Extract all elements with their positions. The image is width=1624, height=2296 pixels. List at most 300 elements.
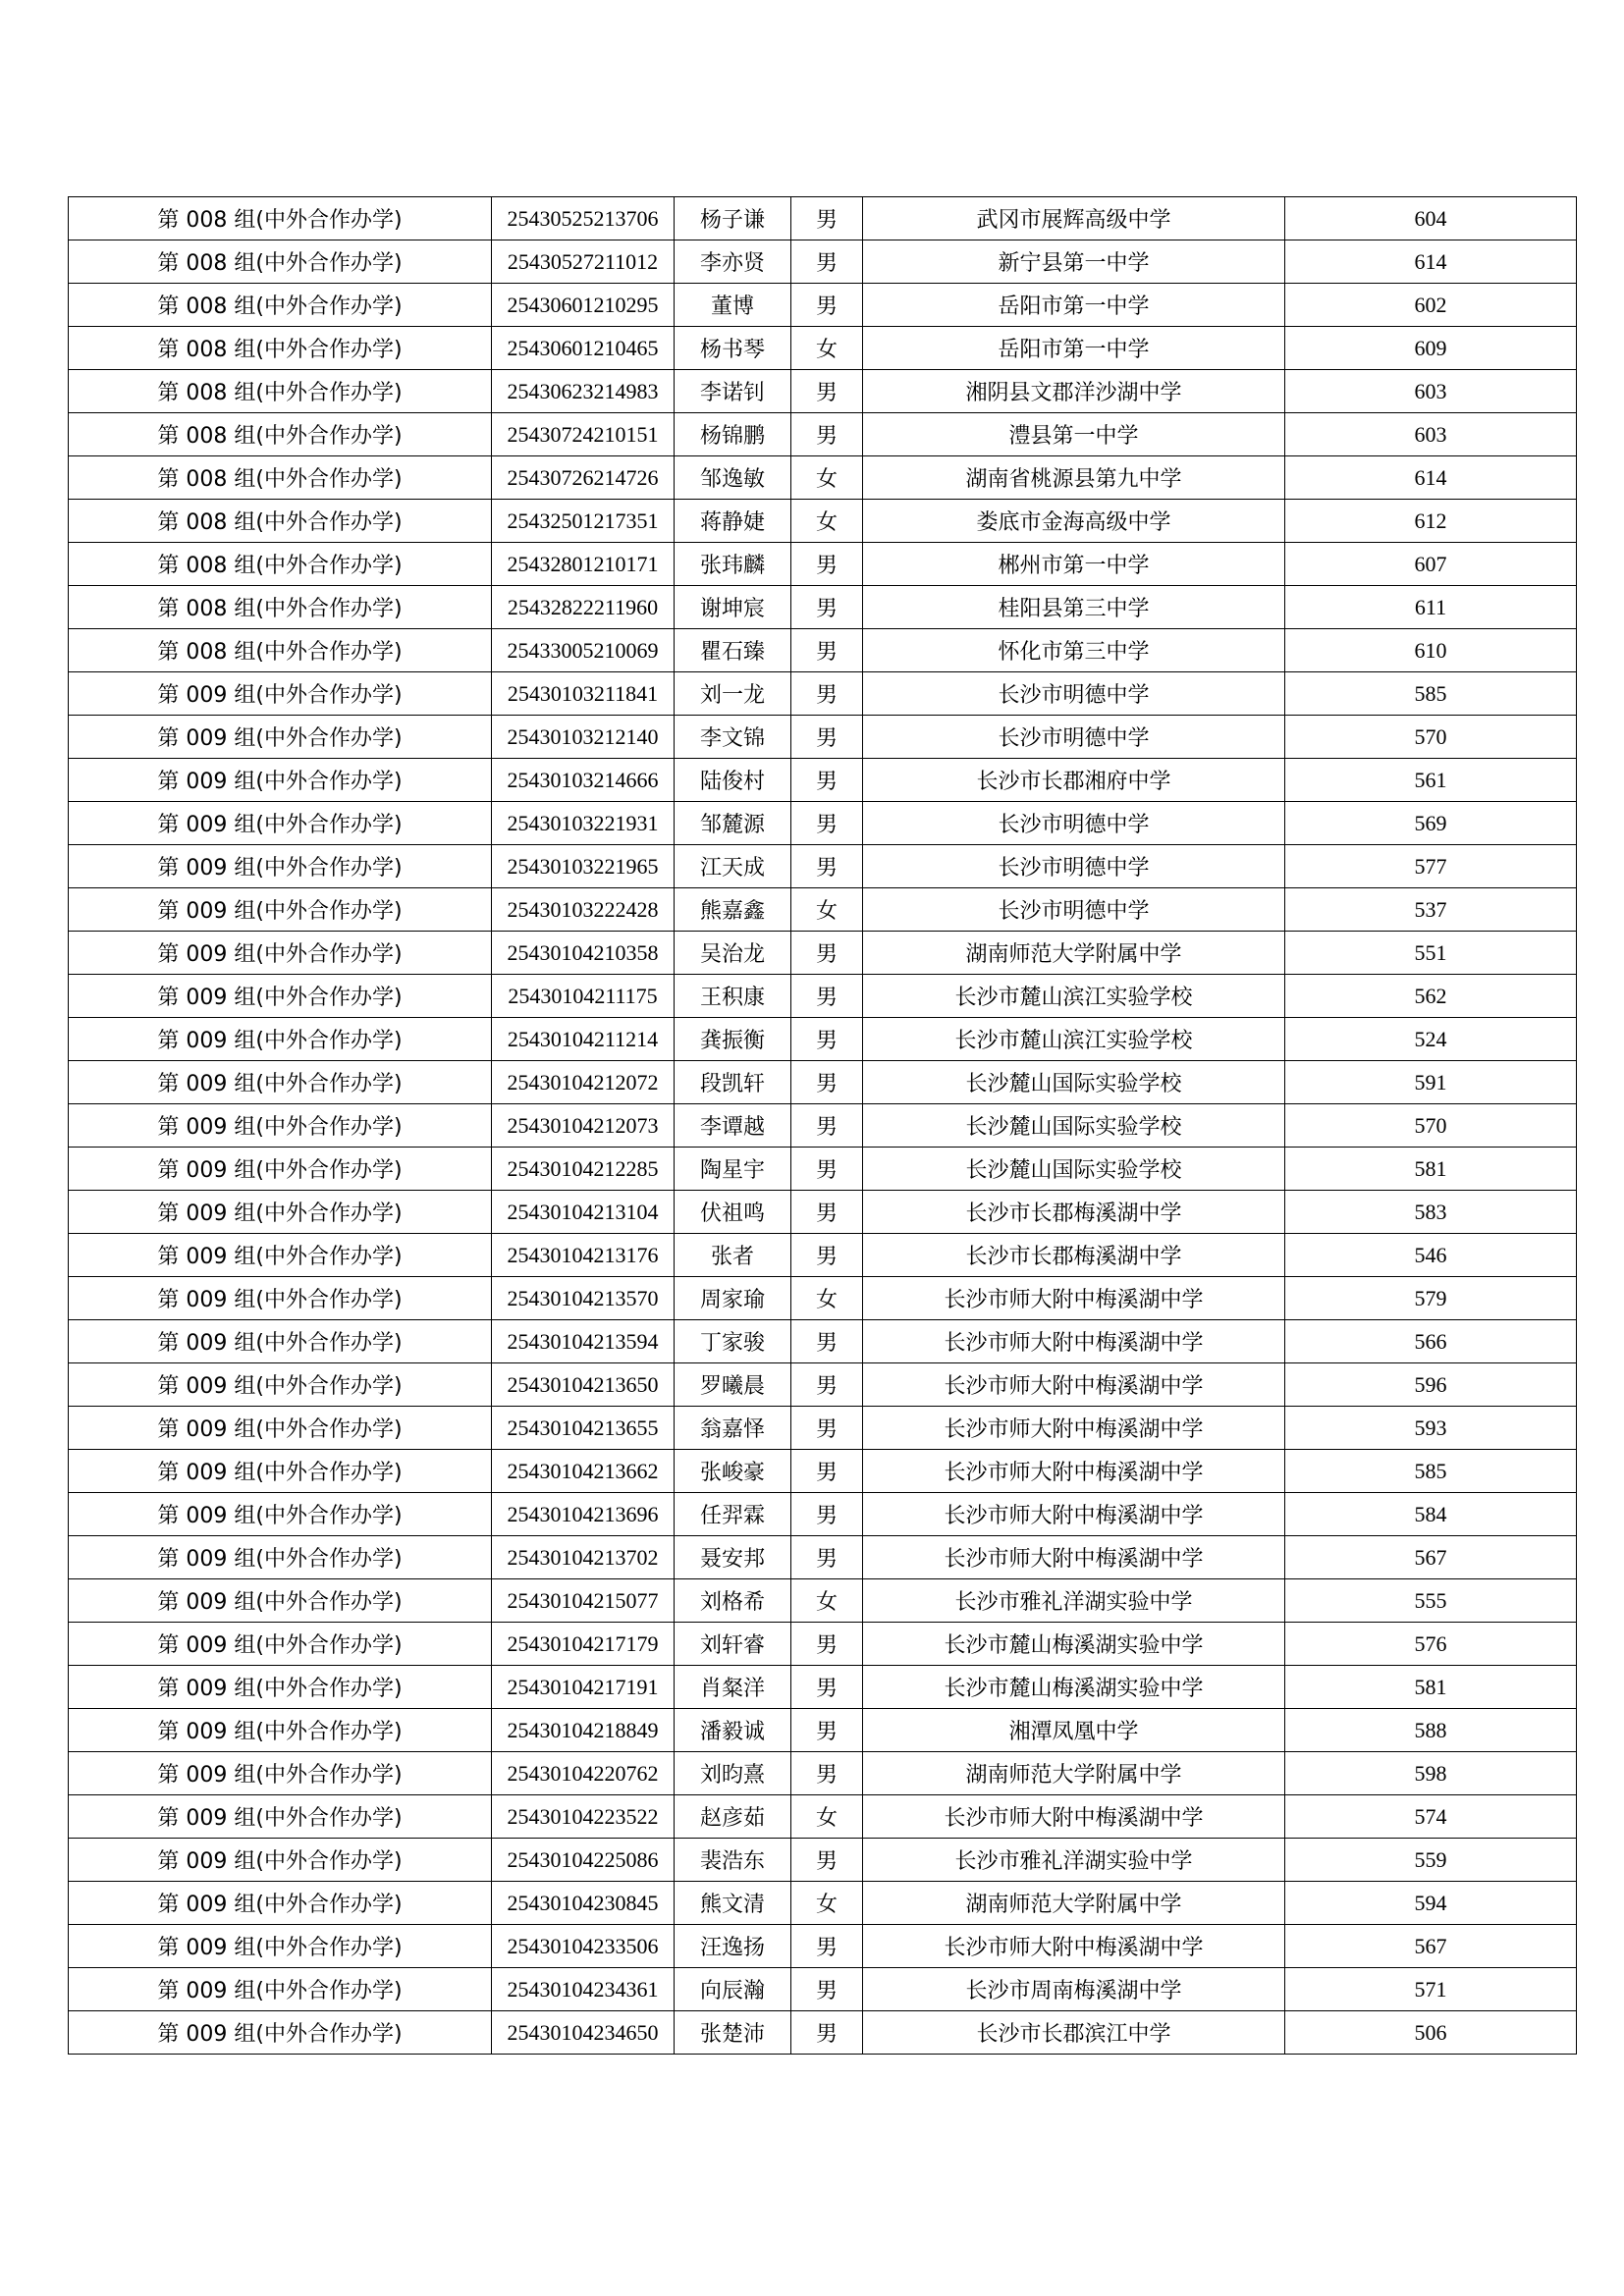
table-row (69, 1752, 1577, 1795)
student-name-cell: 张玮麟 (675, 543, 791, 586)
school-cell: 长沙市长郡梅溪湖中学 (863, 1191, 1285, 1234)
table-row (69, 1882, 1577, 1925)
school-cell: 桂阳县第三中学 (863, 586, 1285, 629)
student-name-cell: 熊文清 (675, 1882, 791, 1925)
group-cell: 第 008 组(中外合作办学) (69, 327, 492, 370)
score-cell: 594 (1285, 1882, 1577, 1925)
candidate-id-cell: 25430601210295 (492, 284, 675, 327)
group-cell: 第 009 组(中外合作办学) (69, 1493, 492, 1536)
student-name-cell: 李文锦 (675, 716, 791, 759)
group-cell: 第 008 组(中外合作办学) (69, 456, 492, 500)
student-name-cell: 龚振衡 (675, 1018, 791, 1061)
group-cell: 第 009 组(中外合作办学) (69, 1623, 492, 1666)
score-cell: 566 (1285, 1320, 1577, 1363)
table-row (69, 1407, 1577, 1450)
candidate-id-cell: 25430104213594 (492, 1320, 675, 1363)
score-cell: 570 (1285, 716, 1577, 759)
table-row (69, 1795, 1577, 1839)
student-name-cell: 吴治龙 (675, 932, 791, 975)
score-cell: 506 (1285, 2011, 1577, 2055)
group-cell: 第 009 组(中外合作办学) (69, 1320, 492, 1363)
candidate-id-cell: 25432501217351 (492, 500, 675, 543)
group-cell: 第 009 组(中外合作办学) (69, 759, 492, 802)
gender-cell: 女 (791, 456, 863, 500)
candidate-id-cell: 25430104213655 (492, 1407, 675, 1450)
table-row (69, 586, 1577, 629)
school-cell: 武冈市展辉高级中学 (863, 197, 1285, 240)
student-name-cell: 杨书琴 (675, 327, 791, 370)
group-cell: 第 008 组(中外合作办学) (69, 586, 492, 629)
score-cell: 577 (1285, 845, 1577, 888)
table-row (69, 413, 1577, 456)
group-cell: 第 009 组(中外合作办学) (69, 1925, 492, 1968)
score-cell: 570 (1285, 1104, 1577, 1148)
candidate-id-cell: 25430104218849 (492, 1709, 675, 1752)
school-cell: 娄底市金海高级中学 (863, 500, 1285, 543)
group-cell: 第 009 组(中外合作办学) (69, 1148, 492, 1191)
candidate-id-cell: 25430104213104 (492, 1191, 675, 1234)
candidate-id-cell: 25430525213706 (492, 197, 675, 240)
school-cell: 长沙市师大附中梅溪湖中学 (863, 1277, 1285, 1320)
student-name-cell: 江天成 (675, 845, 791, 888)
table-row (69, 975, 1577, 1018)
candidate-id-cell: 25433005210069 (492, 629, 675, 672)
group-cell: 第 009 组(中外合作办学) (69, 1795, 492, 1839)
student-name-cell: 李亦贤 (675, 240, 791, 284)
candidate-id-cell: 25430104213696 (492, 1493, 675, 1536)
gender-cell: 男 (791, 413, 863, 456)
table-row (69, 240, 1577, 284)
gender-cell: 男 (791, 672, 863, 716)
table-row (69, 1623, 1577, 1666)
table-row (69, 1061, 1577, 1104)
gender-cell: 男 (791, 1363, 863, 1407)
score-cell: 583 (1285, 1191, 1577, 1234)
group-cell: 第 009 组(中外合作办学) (69, 1407, 492, 1450)
candidate-id-cell: 25430104217191 (492, 1666, 675, 1709)
score-cell: 591 (1285, 1061, 1577, 1104)
school-cell: 长沙市师大附中梅溪湖中学 (863, 1925, 1285, 1968)
student-name-cell: 翁嘉怿 (675, 1407, 791, 1450)
candidate-id-cell: 25432822211960 (492, 586, 675, 629)
group-cell: 第 009 组(中外合作办学) (69, 1752, 492, 1795)
school-cell: 湖南师范大学附属中学 (863, 932, 1285, 975)
score-cell: 576 (1285, 1623, 1577, 1666)
score-cell: 603 (1285, 413, 1577, 456)
candidate-id-cell: 25430104213570 (492, 1277, 675, 1320)
candidate-id-cell: 25432801210171 (492, 543, 675, 586)
candidate-id-cell: 25430104217179 (492, 1623, 675, 1666)
student-name-cell: 邹麓源 (675, 802, 791, 845)
school-cell: 长沙市明德中学 (863, 716, 1285, 759)
gender-cell: 男 (791, 1925, 863, 1968)
candidate-id-cell: 25430104225086 (492, 1839, 675, 1882)
gender-cell: 男 (791, 975, 863, 1018)
school-cell: 长沙市麓山梅溪湖实验中学 (863, 1666, 1285, 1709)
student-name-cell: 王积康 (675, 975, 791, 1018)
table-row (69, 1234, 1577, 1277)
gender-cell: 女 (791, 1277, 863, 1320)
student-name-cell: 熊嘉鑫 (675, 888, 791, 932)
score-cell: 610 (1285, 629, 1577, 672)
school-cell: 长沙麓山国际实验学校 (863, 1104, 1285, 1148)
student-name-cell: 赵彦茹 (675, 1795, 791, 1839)
student-name-cell: 李谭越 (675, 1104, 791, 1148)
school-cell: 长沙市麓山梅溪湖实验中学 (863, 1623, 1285, 1666)
candidate-id-cell: 25430724210151 (492, 413, 675, 456)
student-name-cell: 谢坤宸 (675, 586, 791, 629)
table-row (69, 1493, 1577, 1536)
gender-cell: 男 (791, 586, 863, 629)
student-name-cell: 瞿石臻 (675, 629, 791, 672)
gender-cell: 男 (791, 1148, 863, 1191)
student-name-cell: 陶星宇 (675, 1148, 791, 1191)
school-cell: 新宁县第一中学 (863, 240, 1285, 284)
student-name-cell: 刘一龙 (675, 672, 791, 716)
student-name-cell: 杨子谦 (675, 197, 791, 240)
table-row (69, 1320, 1577, 1363)
score-cell: 604 (1285, 197, 1577, 240)
gender-cell: 女 (791, 1579, 863, 1623)
candidate-id-cell: 25430104215077 (492, 1579, 675, 1623)
candidate-id-cell: 25430623214983 (492, 370, 675, 413)
score-cell: 593 (1285, 1407, 1577, 1450)
candidate-id-cell: 25430103222428 (492, 888, 675, 932)
table-row (69, 1277, 1577, 1320)
gender-cell: 男 (791, 1320, 863, 1363)
table-row (69, 370, 1577, 413)
school-cell: 长沙市师大附中梅溪湖中学 (863, 1493, 1285, 1536)
candidate-id-cell: 25430104233506 (492, 1925, 675, 1968)
candidate-id-cell: 25430104213650 (492, 1363, 675, 1407)
school-cell: 长沙市长郡湘府中学 (863, 759, 1285, 802)
candidate-id-cell: 25430104220762 (492, 1752, 675, 1795)
score-cell: 559 (1285, 1839, 1577, 1882)
gender-cell: 男 (791, 240, 863, 284)
student-name-cell: 李诺钊 (675, 370, 791, 413)
gender-cell: 男 (791, 1623, 863, 1666)
candidate-id-cell: 25430103221965 (492, 845, 675, 888)
school-cell: 长沙市明德中学 (863, 888, 1285, 932)
candidate-id-cell: 25430104213662 (492, 1450, 675, 1493)
table-row (69, 1579, 1577, 1623)
candidate-id-cell: 25430104234361 (492, 1968, 675, 2011)
school-cell: 长沙麓山国际实验学校 (863, 1148, 1285, 1191)
school-cell: 长沙市雅礼洋湖实验中学 (863, 1839, 1285, 1882)
school-cell: 湘阴县文郡洋沙湖中学 (863, 370, 1285, 413)
score-cell: 561 (1285, 759, 1577, 802)
score-cell: 584 (1285, 1493, 1577, 1536)
score-cell: 579 (1285, 1277, 1577, 1320)
score-cell: 581 (1285, 1148, 1577, 1191)
gender-cell: 男 (791, 1968, 863, 2011)
candidate-id-cell: 25430726214726 (492, 456, 675, 500)
group-cell: 第 008 组(中外合作办学) (69, 197, 492, 240)
table-row (69, 845, 1577, 888)
group-cell: 第 009 组(中外合作办学) (69, 845, 492, 888)
table-row (69, 629, 1577, 672)
gender-cell: 男 (791, 197, 863, 240)
table-row (69, 1968, 1577, 2011)
table-row (69, 1191, 1577, 1234)
table-row (69, 1839, 1577, 1882)
student-name-cell: 刘轩睿 (675, 1623, 791, 1666)
table-row (69, 456, 1577, 500)
gender-cell: 女 (791, 327, 863, 370)
score-cell: 574 (1285, 1795, 1577, 1839)
gender-cell: 男 (791, 1450, 863, 1493)
score-cell: 567 (1285, 1536, 1577, 1579)
group-cell: 第 009 组(中外合作办学) (69, 1363, 492, 1407)
score-cell: 609 (1285, 327, 1577, 370)
table-row (69, 1018, 1577, 1061)
student-name-cell: 任羿霖 (675, 1493, 791, 1536)
candidate-id-cell: 25430104210358 (492, 932, 675, 975)
candidate-id-cell: 25430104212285 (492, 1148, 675, 1191)
school-cell: 湖南省桃源县第九中学 (863, 456, 1285, 500)
school-cell: 长沙市麓山滨江实验学校 (863, 975, 1285, 1018)
table-row (69, 2011, 1577, 2055)
school-cell: 长沙市师大附中梅溪湖中学 (863, 1407, 1285, 1450)
score-cell: 581 (1285, 1666, 1577, 1709)
candidate-id-cell: 25430104212072 (492, 1061, 675, 1104)
student-name-cell: 肖粲洋 (675, 1666, 791, 1709)
student-name-cell: 张楚沛 (675, 2011, 791, 2055)
gender-cell: 男 (791, 1666, 863, 1709)
table-row (69, 1148, 1577, 1191)
gender-cell: 男 (791, 1407, 863, 1450)
group-cell: 第 009 组(中外合作办学) (69, 975, 492, 1018)
table-row (69, 197, 1577, 240)
gender-cell: 女 (791, 1882, 863, 1925)
group-cell: 第 009 组(中外合作办学) (69, 1839, 492, 1882)
table-row (69, 500, 1577, 543)
table-row (69, 802, 1577, 845)
score-cell: 537 (1285, 888, 1577, 932)
school-cell: 长沙麓山国际实验学校 (863, 1061, 1285, 1104)
group-cell: 第 008 组(中外合作办学) (69, 284, 492, 327)
student-name-cell: 邹逸敏 (675, 456, 791, 500)
group-cell: 第 009 组(中外合作办学) (69, 1191, 492, 1234)
group-cell: 第 008 组(中外合作办学) (69, 413, 492, 456)
student-name-cell: 丁家骏 (675, 1320, 791, 1363)
gender-cell: 男 (791, 543, 863, 586)
score-cell: 546 (1285, 1234, 1577, 1277)
table-row (69, 327, 1577, 370)
school-cell: 长沙市师大附中梅溪湖中学 (863, 1363, 1285, 1407)
table-row (69, 284, 1577, 327)
group-cell: 第 009 组(中外合作办学) (69, 1018, 492, 1061)
gender-cell: 男 (791, 2011, 863, 2055)
group-cell: 第 009 组(中外合作办学) (69, 888, 492, 932)
results-table-body (69, 197, 1577, 2055)
score-cell: 607 (1285, 543, 1577, 586)
candidate-id-cell: 25430104234650 (492, 2011, 675, 2055)
gender-cell: 男 (791, 1839, 863, 1882)
student-name-cell: 张者 (675, 1234, 791, 1277)
group-cell: 第 008 组(中外合作办学) (69, 370, 492, 413)
table-row (69, 1925, 1577, 1968)
score-cell: 588 (1285, 1709, 1577, 1752)
score-cell: 524 (1285, 1018, 1577, 1061)
group-cell: 第 009 组(中外合作办学) (69, 1104, 492, 1148)
group-cell: 第 008 组(中外合作办学) (69, 543, 492, 586)
student-name-cell: 蒋静婕 (675, 500, 791, 543)
candidate-id-cell: 25430104213702 (492, 1536, 675, 1579)
group-cell: 第 009 组(中外合作办学) (69, 1234, 492, 1277)
student-name-cell: 向辰瀚 (675, 1968, 791, 2011)
gender-cell: 男 (791, 802, 863, 845)
school-cell: 长沙市师大附中梅溪湖中学 (863, 1320, 1285, 1363)
score-cell: 571 (1285, 1968, 1577, 2011)
school-cell: 长沙市明德中学 (863, 672, 1285, 716)
school-cell: 长沙市长郡梅溪湖中学 (863, 1234, 1285, 1277)
gender-cell: 男 (791, 1104, 863, 1148)
table-row (69, 1450, 1577, 1493)
candidate-id-cell: 25430601210465 (492, 327, 675, 370)
group-cell: 第 009 组(中外合作办学) (69, 1450, 492, 1493)
gender-cell: 男 (791, 1234, 863, 1277)
score-cell: 614 (1285, 240, 1577, 284)
table-row (69, 1536, 1577, 1579)
group-cell: 第 009 组(中外合作办学) (69, 1536, 492, 1579)
student-name-cell: 张峻豪 (675, 1450, 791, 1493)
school-cell: 长沙市明德中学 (863, 802, 1285, 845)
student-name-cell: 刘格希 (675, 1579, 791, 1623)
gender-cell: 男 (791, 759, 863, 802)
candidate-id-cell: 25430104223522 (492, 1795, 675, 1839)
group-cell: 第 009 组(中外合作办学) (69, 1579, 492, 1623)
gender-cell: 女 (791, 888, 863, 932)
gender-cell: 男 (791, 629, 863, 672)
candidate-id-cell: 25430104230845 (492, 1882, 675, 1925)
table-row (69, 543, 1577, 586)
student-name-cell: 段凯轩 (675, 1061, 791, 1104)
table-row (69, 1104, 1577, 1148)
score-cell: 567 (1285, 1925, 1577, 1968)
table-row (69, 1363, 1577, 1407)
score-cell: 585 (1285, 672, 1577, 716)
student-name-cell: 周家瑜 (675, 1277, 791, 1320)
score-cell: 569 (1285, 802, 1577, 845)
group-cell: 第 008 组(中外合作办学) (69, 240, 492, 284)
candidate-id-cell: 25430103214666 (492, 759, 675, 802)
student-name-cell: 刘昀熹 (675, 1752, 791, 1795)
score-cell: 562 (1285, 975, 1577, 1018)
candidate-id-cell: 25430104212073 (492, 1104, 675, 1148)
group-cell: 第 008 组(中外合作办学) (69, 629, 492, 672)
score-cell: 612 (1285, 500, 1577, 543)
student-name-cell: 杨锦鹏 (675, 413, 791, 456)
school-cell: 长沙市雅礼洋湖实验中学 (863, 1579, 1285, 1623)
school-cell: 长沙市明德中学 (863, 845, 1285, 888)
gender-cell: 男 (791, 1536, 863, 1579)
gender-cell: 男 (791, 370, 863, 413)
school-cell: 长沙市周南梅溪湖中学 (863, 1968, 1285, 2011)
school-cell: 怀化市第三中学 (863, 629, 1285, 672)
gender-cell: 女 (791, 1795, 863, 1839)
gender-cell: 男 (791, 1493, 863, 1536)
group-cell: 第 009 组(中外合作办学) (69, 672, 492, 716)
school-cell: 长沙市师大附中梅溪湖中学 (863, 1450, 1285, 1493)
group-cell: 第 009 组(中外合作办学) (69, 1666, 492, 1709)
candidate-id-cell: 25430527211012 (492, 240, 675, 284)
school-cell: 岳阳市第一中学 (863, 284, 1285, 327)
score-cell: 551 (1285, 932, 1577, 975)
admission-results-table (68, 196, 1577, 2055)
student-name-cell: 裴浩东 (675, 1839, 791, 1882)
student-name-cell: 董博 (675, 284, 791, 327)
school-cell: 长沙市麓山滨江实验学校 (863, 1018, 1285, 1061)
score-cell: 555 (1285, 1579, 1577, 1623)
gender-cell: 男 (791, 1018, 863, 1061)
score-cell: 585 (1285, 1450, 1577, 1493)
group-cell: 第 009 组(中外合作办学) (69, 1882, 492, 1925)
school-cell: 郴州市第一中学 (863, 543, 1285, 586)
table-row (69, 759, 1577, 802)
group-cell: 第 009 组(中外合作办学) (69, 1709, 492, 1752)
group-cell: 第 009 组(中外合作办学) (69, 2011, 492, 2055)
student-name-cell: 伏祖鸣 (675, 1191, 791, 1234)
gender-cell: 男 (791, 716, 863, 759)
candidate-id-cell: 25430104213176 (492, 1234, 675, 1277)
score-cell: 602 (1285, 284, 1577, 327)
table-row (69, 888, 1577, 932)
candidate-id-cell: 25430103221931 (492, 802, 675, 845)
school-cell: 湖南师范大学附属中学 (863, 1752, 1285, 1795)
candidate-id-cell: 25430103212140 (492, 716, 675, 759)
table-row (69, 1709, 1577, 1752)
gender-cell: 男 (791, 932, 863, 975)
group-cell: 第 009 组(中外合作办学) (69, 802, 492, 845)
table-row (69, 932, 1577, 975)
gender-cell: 男 (791, 284, 863, 327)
school-cell: 长沙市师大附中梅溪湖中学 (863, 1536, 1285, 1579)
candidate-id-cell: 25430104211175 (492, 975, 675, 1018)
group-cell: 第 009 组(中外合作办学) (69, 1061, 492, 1104)
school-cell: 澧县第一中学 (863, 413, 1285, 456)
score-cell: 611 (1285, 586, 1577, 629)
gender-cell: 男 (791, 1709, 863, 1752)
gender-cell: 男 (791, 1752, 863, 1795)
school-cell: 岳阳市第一中学 (863, 327, 1285, 370)
group-cell: 第 008 组(中外合作办学) (69, 500, 492, 543)
score-cell: 603 (1285, 370, 1577, 413)
score-cell: 598 (1285, 1752, 1577, 1795)
score-cell: 596 (1285, 1363, 1577, 1407)
student-name-cell: 潘毅诚 (675, 1709, 791, 1752)
group-cell: 第 009 组(中外合作办学) (69, 1277, 492, 1320)
group-cell: 第 009 组(中外合作办学) (69, 1968, 492, 2011)
group-cell: 第 009 组(中外合作办学) (69, 716, 492, 759)
table-row (69, 716, 1577, 759)
gender-cell: 男 (791, 845, 863, 888)
gender-cell: 女 (791, 500, 863, 543)
gender-cell: 男 (791, 1061, 863, 1104)
student-name-cell: 陆俊村 (675, 759, 791, 802)
table-row (69, 672, 1577, 716)
group-cell: 第 009 组(中外合作办学) (69, 932, 492, 975)
school-cell: 长沙市长郡滨江中学 (863, 2011, 1285, 2055)
score-cell: 614 (1285, 456, 1577, 500)
student-name-cell: 聂安邦 (675, 1536, 791, 1579)
table-row (69, 1666, 1577, 1709)
candidate-id-cell: 25430103211841 (492, 672, 675, 716)
gender-cell: 男 (791, 1191, 863, 1234)
school-cell: 湖南师范大学附属中学 (863, 1882, 1285, 1925)
candidate-id-cell: 25430104211214 (492, 1018, 675, 1061)
school-cell: 长沙市师大附中梅溪湖中学 (863, 1795, 1285, 1839)
